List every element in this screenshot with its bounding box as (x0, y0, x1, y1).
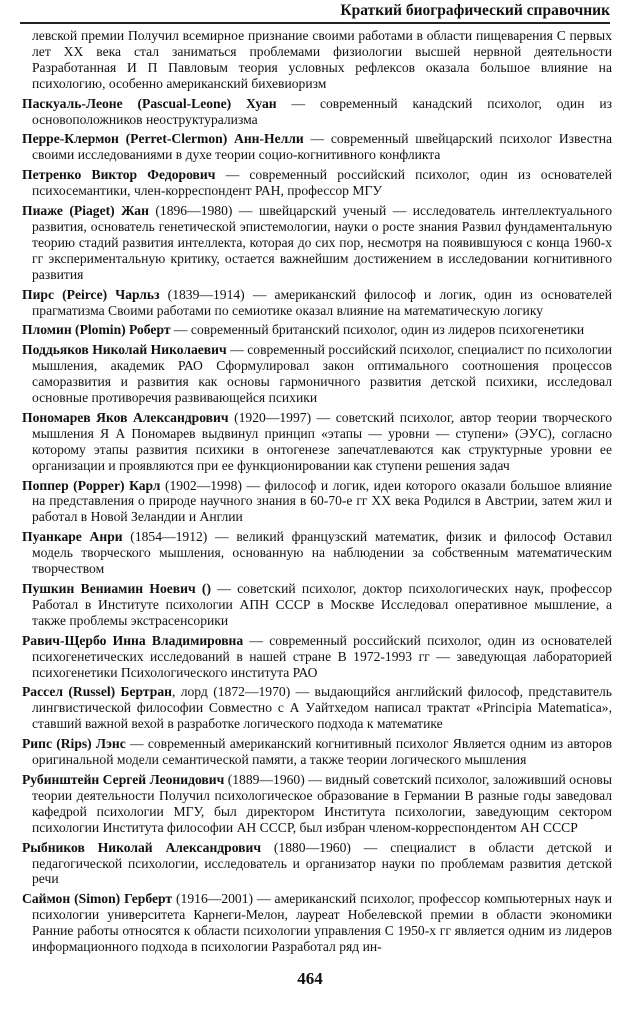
entry-text: (1880—1960) — специалист в области детской и педагогической психологии, исследователь и организатор науки по проблемам развития детской речи (32, 839, 612, 887)
entry-name: Равич-Щербо Инна Владимировна (22, 632, 244, 648)
biography-entry (22, 478, 612, 526)
entry-name: Пирс (Peirce) Чарльз (22, 286, 160, 302)
continued-entry-text: левской премии Получил всемирное признание своими работами в области пищеварения С первых лет XX века стал заниматься проблемами физиологии высшей нервной деятельности Разработанная И П Павловым теория условных рефлексов оказала большое влияние на психологию, особенно американский бихевиоризм (32, 28, 612, 91)
biography-entry (22, 684, 612, 732)
entry-text: (1902—1998) — философ и логик, идеи которого оказали большое влияние на представления о природе научного знания в 60-70-е гг XX века Родился в Австрии, затем жил и работал в Новой Зеландии и Англии (32, 477, 613, 525)
entry-text: — современный швейцарский психолог Известна своими исследованиями в духе теории социо-когнитивного конфликта (32, 131, 613, 163)
entry-name: Паскуаль-Леоне (Pascual-Leone) Хуан (22, 95, 277, 111)
biography-entry (22, 840, 612, 888)
entry-name: Рыбников Николай Александрович (22, 839, 262, 855)
entry-text: (1896—1980) — швейцарский ученый — исследователь интеллектуального развития, основатель генетической эпистемологии, науки о росте знания Развил фундаментальную теорию стадий развития интеллекта, которая до сих пор, несмотря на появившуюся с конца 1960-х гг экспериментальную критику, остается важнейшим достижением в исследовании когнитивного развития (32, 203, 612, 282)
entry-text: (1854—1912) — великий французский математик, физик и философ Оставил модель творческого мышления, основанную на наблюдении за собственным математическим творчеством (32, 529, 612, 577)
entry-name: Рассел (Russel) Бертран (22, 684, 172, 700)
entry-name: Саймон (Simon) Герберт (22, 891, 173, 907)
entry-text: , лорд (1872—1970) — выдающийся английский философ, представитель лингвистической философии Совместно с А Уайтхедом написал трактат «Principia Matematica», ставший важной вехой в разработке логического подхода к математике (32, 684, 612, 732)
biography-entry (22, 736, 612, 768)
running-header (20, 2, 610, 24)
entry-name: Рубинштейн Сергей Леонидович (22, 771, 225, 787)
entry-name: Рипс (Rips) Лэнс (22, 736, 126, 752)
biography-entry (22, 891, 612, 955)
entry-text: — современный британский психолог, один из лидеров психогенетики (170, 322, 585, 338)
entry-name: Пушкин Вениамин Ноевич () (22, 581, 211, 596)
entry-text: (1889—1960) — видный советский психолог, заложивший основы теории деятельности Получил психологическое образование в Германии В разные годы заведовал кафедрой психологии МГУ, был директором Института психологии, заведующим сектором психологии Института философии АН СССР, был избран членом-корреспондентом АН СССР (32, 771, 612, 835)
entry-text: — советский психолог, доктор психологических наук, профессор Работал в Институте психологии АПН СССР в Москве Исследовал оперативное мышление, а также проблемы экстрасенсорики (32, 581, 612, 628)
biography-entry (22, 529, 612, 577)
biography-entry (22, 203, 612, 283)
entry-name: Поппер (Popper) Карл (22, 477, 161, 493)
biography-entry (22, 772, 612, 836)
biography-entry (22, 167, 612, 199)
entry-text: — современный американский когнитивный психолог Является одним из авторов оригинальной модели семантической памяти, а также теории логического мышления (32, 736, 612, 768)
entry-text: — современный российский психолог, один из основателей психогенетических исследований в нашей стране В 1972-1993 гг — заведующая лабораторией психогенетики Психологического института РАО (32, 632, 612, 680)
biography-entry (22, 287, 612, 319)
entry-name: Пиаже (Piaget) Жан (22, 203, 149, 219)
header-title: Краткий биографический справочник (340, 2, 610, 19)
biography-entry (22, 633, 612, 681)
entry-text: — современный российский психолог, один из основателей психосемантики, член-корреспондент РАН, профессор МГУ (32, 167, 612, 199)
entry-name: Пономарев Яков Александрович (22, 409, 229, 425)
entry-text: (1839—1914) — американский философ и логик, один из основателей прагматизма Своими работами по семиотике оказал влияние на математическую логику (32, 286, 612, 318)
entry-name: Пломин (Plomin) Роберт (22, 322, 171, 338)
biography-entry (22, 581, 612, 629)
biography-entry (22, 322, 612, 338)
entry-name: Поддьяков Николай Николаевич (22, 342, 227, 358)
entry-name: Пуанкаре Анри (22, 529, 123, 545)
page-number: 464 (297, 969, 323, 988)
entry-text: — современный российский психолог, специалист по психологии мышления, академик РАО Сформулировал закон оптимального соотношения процессов саморазвития и развития как основы гармоничного развития детской психики, исследовал основные противоречия развивающейся психики (32, 342, 612, 406)
entry-name: Петренко Виктор Федорович (22, 167, 216, 183)
biography-entry (22, 410, 612, 474)
entry-text: — современный канадский психолог, один из основоположников неоструктурализма (32, 95, 612, 127)
entry-name: Перре-Клермон (Perret-Clermon) Анн-Нелли (22, 131, 304, 147)
biography-entry (22, 96, 612, 128)
biography-entry (22, 131, 612, 163)
entry-text: (1916—2001) — американский психолог, профессор компьютерных наук и психологии университета Карнеги-Мелон, лауреат Нобелевской премии в области экономики Ранние работы относятся к области психологии управления С 1950-х гг является одним из лидеров информационного подхода в психологии Разработал ряд ин- (32, 891, 612, 955)
entry-text: (1920—1997) — советский психолог, автор теории творческого мышления Я А Пономарев выдвинул принцип «этапы — уровни — ступени» (ЭУС), согласно которому этапы развития психики в онтогенезе запечатлеваются как структурные уровни ее организации и проявляются при ее функционировании как ступени решения задач (32, 409, 612, 473)
reference-entries (22, 28, 612, 959)
biography-entry (22, 342, 612, 406)
